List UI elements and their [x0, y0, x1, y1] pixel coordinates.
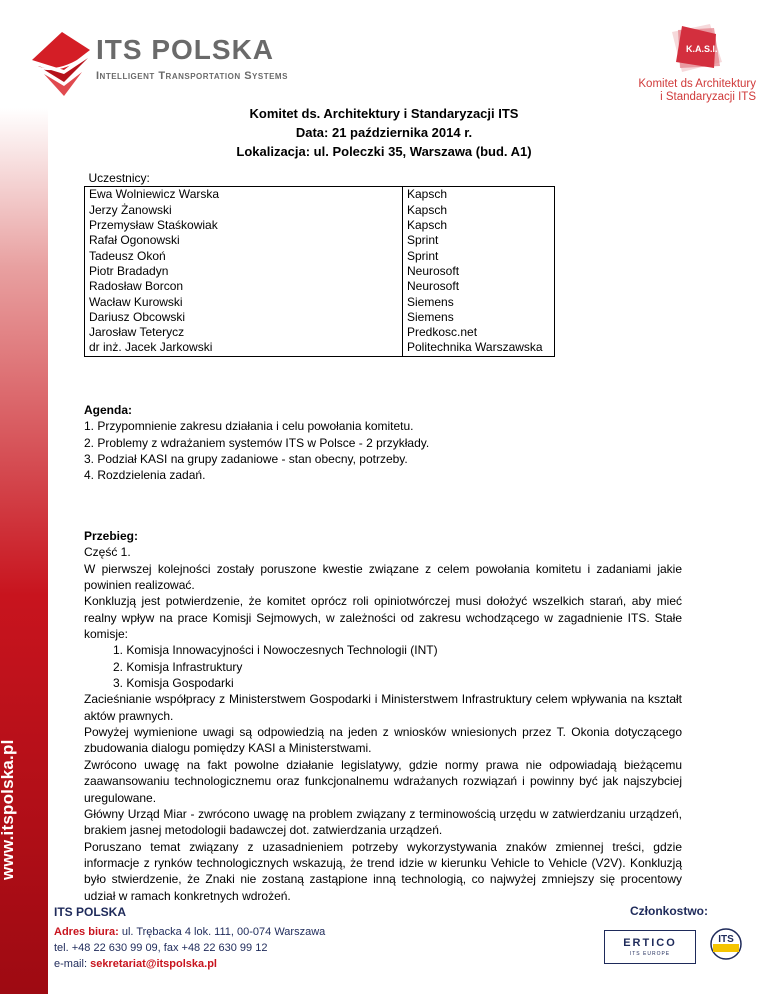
participant-org: Neurosoft: [403, 279, 555, 294]
participant-org: Predkosc.net: [403, 325, 555, 340]
participant-name: Jerzy Żanowski: [85, 203, 403, 218]
participant-name: Radosław Borcon: [85, 279, 403, 294]
agenda-item: 1. Przypomnienie zakresu działania i celu powołania komitetu.: [84, 419, 414, 434]
table-row: [85, 310, 555, 325]
participant-name: Wacław Kurowski: [85, 294, 403, 309]
kasi-logo-icon: [664, 22, 738, 76]
participant-name: dr inż. Jacek Jarkowski: [85, 340, 403, 356]
participant-name: Piotr Bradadyn: [85, 264, 403, 279]
table-row: [85, 248, 555, 263]
commission-item: 1. Komisja Innowacyjności i Nowoczesnych Technologii (INT): [113, 643, 438, 658]
footer-contact: [54, 904, 325, 972]
przebieg-paragraph: Zacieśnianie współpracy z Ministerstwem Gospodarki i Ministerstwem Infrastruktury celem wpływania na kształt aktów prawnych.: [84, 692, 682, 723]
participant-name: Tadeusz Okoń: [85, 248, 403, 263]
header-date: Data: 21 października 2014 r.: [295, 125, 473, 140]
kasi-badge: K.A.S.I.: [686, 44, 718, 54]
footer-org: ITS POLSKA: [54, 905, 127, 919]
participant-org: Sprint: [403, 233, 555, 248]
participant-org: Kapsch: [403, 187, 555, 203]
participant-org: Sprint: [403, 248, 555, 263]
table-row: [85, 340, 555, 356]
kasi-name-line2: i Standaryzacji ITS: [660, 91, 756, 103]
przebieg-paragraph: Powyżej wymienione uwagi są odpowiedzią na jeden z wniosków wniesionych przez T. Okonia dotyczącego zbudowania dialogu pomiędzy KASI a Ministerstwami.: [84, 725, 682, 756]
ertico-name: ERTICO: [623, 937, 677, 949]
its-national-logo-icon: [704, 926, 748, 966]
participant-name: Przemysław Staśkowiak: [85, 218, 403, 233]
participants-label: Uczestnicy:: [88, 171, 150, 186]
agenda-title: Agenda:: [84, 403, 132, 417]
przebieg-title: Przebieg:: [84, 529, 139, 543]
its-polska-logo-icon: [28, 26, 94, 100]
participant-org: Kapsch: [403, 218, 555, 233]
its-national-name: ITS: [718, 934, 734, 945]
participant-name: Dariusz Obcowski: [85, 310, 403, 325]
participant-org: Kapsch: [403, 203, 555, 218]
brand-tagline: Intelligent Transportation Systems: [96, 70, 288, 82]
ertico-logo: [604, 930, 696, 964]
table-row: [85, 279, 555, 294]
document-header: [0, 104, 768, 161]
email-link[interactable]: sekretariat@itspolska.pl: [90, 958, 217, 970]
email-label: e-mail:: [54, 958, 88, 970]
przebieg-paragraph: Główny Urząd Miar - zwrócono uwagę na problem związany z terminowością urzędu w zatwierdzaniu urządzeń, brakiem jasnej metodologii badawczej dot. zatwierdzania urządzeń.: [84, 806, 682, 838]
members-label: Członkostwo:: [630, 904, 708, 918]
commission-item: 2. Komisja Infrastruktury: [113, 659, 243, 674]
kasi-name-line1: Komitet ds Architektury: [638, 78, 756, 90]
table-row: [85, 187, 555, 203]
table-row: [85, 218, 555, 233]
agenda-item: 4. Rozdzielenia zadań.: [84, 468, 206, 483]
agenda-item: 3. Podział KASI na grupy zadaniowe - stan obecny, potrzeby.: [84, 451, 408, 466]
participant-name: Jarosław Teterycz: [85, 325, 403, 340]
participants-table: [84, 171, 555, 357]
participant-org: Siemens: [403, 294, 555, 309]
commission-item: 3. Komisja Gospodarki: [113, 676, 234, 691]
participant-org: Siemens: [403, 310, 555, 325]
przebieg-paragraph: Zwrócono uwagę na fakt powolne działanie legislatywy, gdzie normy prawa nie odpowiadają bieżącemu zaawansowaniu technologicznemu oraz funkcjonalnemu wdrażanych rozwiązań i powinny być jak najszybciej uregulowane.: [84, 757, 682, 805]
table-row: [85, 233, 555, 248]
przebieg-paragraph: W pierwszej kolejności zostały poruszone kwestie związane z celem powołania komitetu i zadaniami jakie powinien realizować.: [84, 561, 682, 593]
participant-org: Politechnika Warszawska: [403, 340, 555, 356]
przebieg-part: Część 1.: [84, 545, 131, 560]
table-row: [85, 294, 555, 309]
header-title: Komitet ds. Architektury i Standaryzacji ITS: [249, 106, 519, 121]
sidebar-url[interactable]: [0, 832, 18, 880]
header-location: Lokalizacja: ul. Poleczki 35, Warszawa (bud. A1): [236, 144, 532, 159]
office-label: Adres biura:: [54, 926, 119, 938]
agenda-section: [84, 402, 429, 483]
participant-org: Neurosoft: [403, 264, 555, 279]
participant-name: Rafał Ogonowski: [85, 233, 403, 248]
participant-name: Ewa Wolniewicz Warska: [85, 187, 403, 203]
office-address: ul. Trębacka 4 lok. 111, 00-074 Warszawa: [121, 926, 326, 938]
brand-name: ITS POLSKA: [96, 34, 275, 65]
agenda-item: 2. Problemy z wdrażaniem systemów ITS w Polsce - 2 przykłady.: [84, 435, 430, 450]
przebieg-paragraph: Poruszano temat związany z uzasadnieniem potrzeby wykorzystywania znaków zmiennej treści, gdzie informacje z rynków technologicznych wskazują, że trend idzie w kierunku Vehicle to Vehicle (V2V). Konkluzją było stwierdzenie, że Znaki nie zostaną zastąpione inną technologią, co najwyżej zmniejszy się procentowy udział w ramach konkretnych wdrożeń.: [84, 839, 682, 903]
przebieg-section: [84, 528, 682, 904]
table-row: [85, 264, 555, 279]
przebieg-paragraph: Konkluzją jest potwierdzenie, że komitet oprócz roli opiniotwórczej musi dołożyć wszelkich starań, aby mieć realny wpływ na prace Komisji Sejmowych, w zależności od zakresu wchodzącego w zagadnienie ITS. Stałe komisje:: [84, 594, 682, 642]
table-row: [85, 203, 555, 218]
kasi-name: [606, 78, 756, 104]
footer-phone: tel. +48 22 630 99 09, fax +48 22 630 99 12: [54, 942, 268, 954]
table-row: [85, 325, 555, 340]
ertico-sub: ITS EUROPE: [629, 951, 671, 957]
